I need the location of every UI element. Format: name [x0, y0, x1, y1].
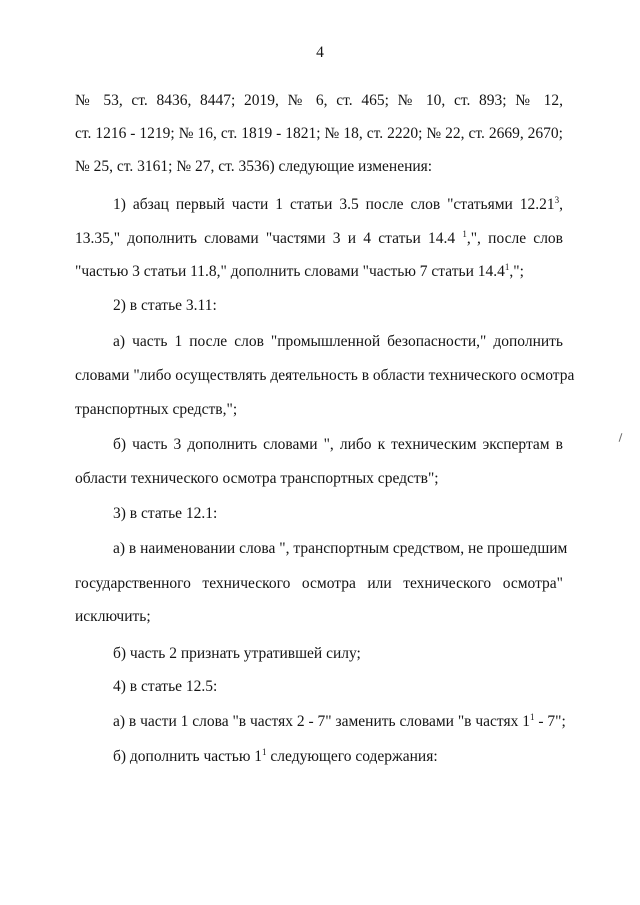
text-segment	[75, 263, 524, 280]
text-segment: а) в наименовании слова ", транспортным средством, не прошедшим	[113, 540, 568, 557]
text-fragment: б) дополнить частью 1	[113, 748, 263, 765]
text-line	[75, 92, 563, 110]
text-line	[75, 608, 151, 626]
text-segment	[462, 230, 563, 247]
text-segment: области технического осмотра транспортных средств";	[75, 470, 439, 487]
text-segment: 13.35," дополнить словами "частями 3 и 4 статьи 14.4	[75, 230, 456, 247]
margin-pen-mark	[619, 433, 623, 442]
text-fragment: следующего содержания:	[266, 748, 438, 765]
text-segment: а) часть 1 после слов "промышленной безопасности," дополнить	[113, 333, 563, 350]
text-segment	[113, 196, 563, 213]
text-segment: б) часть 3 дополнить словами ", либо к техническим экспертам в	[113, 436, 563, 453]
text-line	[113, 436, 563, 454]
text-segment: словами "либо осуществлять деятельность в области технического осмотра	[75, 367, 575, 384]
text-line	[75, 230, 563, 248]
text-segment	[113, 713, 566, 730]
text-segment: ст. 1216 - 1219; № 16, ст. 1819 - 1821; № 18, ст. 2220; № 22, ст. 2669, 2670;	[75, 125, 563, 142]
superscript: 1	[262, 747, 267, 757]
text-line	[75, 125, 563, 143]
text-line	[113, 748, 438, 766]
text-fragment: ,";	[509, 263, 524, 280]
text-line	[75, 575, 563, 593]
text-segment: транспортных средств,";	[75, 401, 238, 418]
text-segment: исключить;	[75, 608, 151, 625]
text-line	[113, 333, 563, 351]
text-fragment: 1) абзац первый части 1 статьи 3.5 после слов "статьями 12.21	[113, 196, 555, 213]
superscript: 1	[529, 712, 535, 722]
text-segment	[113, 748, 438, 765]
text-fragment: а) в части 1 слова "в частях 2 - 7" заменить словами "в частях 1	[113, 713, 530, 730]
text-line	[113, 713, 566, 731]
text-segment: № 25, ст. 3161; № 27, ст. 3536) следующие изменения:	[75, 158, 433, 175]
text-line	[75, 158, 432, 176]
text-segment: 2) в статье 3.11:	[113, 297, 217, 314]
page-number: 4	[316, 44, 324, 61]
text-line	[113, 505, 217, 523]
text-line	[75, 470, 439, 488]
text-fragment: ,	[559, 196, 563, 213]
text-line	[113, 645, 361, 663]
text-line	[113, 678, 217, 696]
text-segment: 4) в статье 12.5:	[113, 678, 218, 695]
text-line	[75, 263, 524, 281]
text-segment: 3) в статье 12.1:	[113, 505, 218, 522]
text-segment: б) часть 2 признать утратившей силу;	[113, 645, 361, 662]
text-line	[75, 367, 575, 385]
superscript: 1	[504, 262, 510, 272]
text-segment: государственного технического осмотра или технического осмотра"	[75, 575, 563, 592]
superscript: 1	[462, 229, 467, 239]
text-fragment: "частью 3 статьи 11.8," дополнить словами "частью 7 статьи 14.4	[75, 263, 505, 280]
superscript: 3	[554, 195, 560, 205]
text-fragment: - 7";	[534, 713, 566, 730]
text-line	[113, 540, 568, 558]
text-fragment: ,", после слов	[466, 230, 563, 247]
text-line	[113, 297, 217, 315]
text-line	[75, 401, 237, 419]
text-line	[113, 196, 563, 214]
text-segment: № 53, ст. 8436, 8447; 2019, № 6, ст. 465; № 10, ст. 893; № 12,	[75, 92, 563, 109]
